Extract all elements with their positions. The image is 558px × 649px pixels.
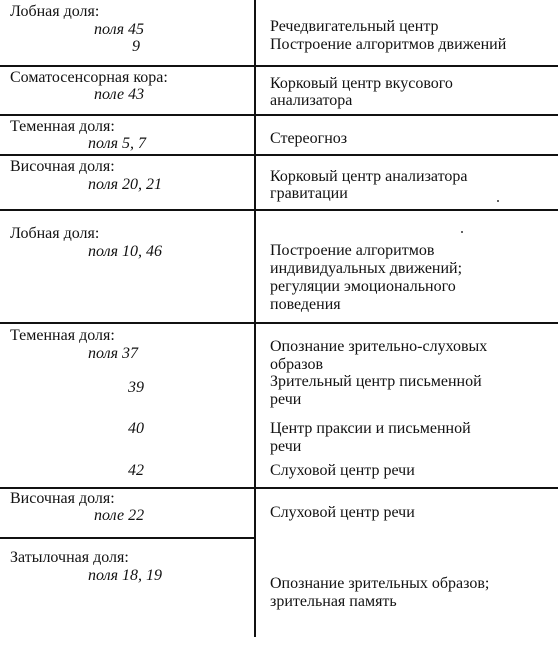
field-label: 9: [132, 38, 140, 55]
region-label: Теменная доля:: [10, 118, 115, 135]
function-text: образов: [270, 356, 324, 373]
function-text: Построение алгоритмов движений: [270, 36, 507, 53]
row-separator: [0, 322, 558, 324]
function-text: поведения: [270, 296, 341, 313]
region-label: Височная доля:: [10, 490, 115, 507]
row-separator: [0, 209, 558, 211]
region-label: Височная доля:: [10, 158, 115, 175]
region-label: Затылочная доля:: [10, 549, 129, 566]
function-text: Центр праксии и письменной: [270, 420, 471, 437]
scan-speck: [461, 231, 463, 233]
function-text: Опознание зрительно-слуховых: [270, 338, 488, 355]
row-separator: [0, 65, 558, 67]
row-separator: [0, 487, 558, 489]
scan-speck: [497, 200, 499, 202]
region-label: Лобная доля:: [10, 225, 100, 242]
function-text: Опознание зрительных образов;: [270, 575, 490, 592]
function-text: Корковый центр вкусового: [270, 75, 453, 92]
function-text: Слуховой центр речи: [270, 462, 415, 479]
region-label: Теменная доля:: [10, 327, 115, 344]
field-label: поля 45: [94, 21, 145, 38]
region-label: Лобная доля:: [10, 3, 100, 20]
region-label: Соматосенсорная кора:: [10, 69, 168, 86]
field-label: 42: [128, 462, 144, 479]
field-label: 39: [128, 379, 144, 396]
function-text: индивидуальных движений;: [270, 260, 463, 277]
function-text: Слуховой центр речи: [270, 504, 415, 521]
field-label: поля 20, 21: [88, 176, 163, 193]
function-text: речи: [270, 438, 302, 455]
function-text: Корковый центр анализатора: [270, 168, 468, 185]
field-label: поля 10, 46: [88, 243, 163, 260]
function-text: анализатора: [270, 92, 353, 109]
function-text: гравитации: [270, 185, 348, 202]
row-separator: [0, 114, 558, 116]
function-text: регуляции эмоционального: [270, 278, 456, 295]
function-text: Зрительный центр письменной: [270, 373, 482, 390]
field-label: 40: [128, 420, 144, 437]
function-text: речи: [270, 391, 302, 408]
field-label: поле 43: [94, 86, 145, 103]
field-label: поля 18, 19: [88, 567, 163, 584]
field-label: поле 22: [94, 507, 145, 524]
row-separator: [0, 154, 558, 156]
function-text: Речедвигательный центр: [270, 18, 439, 35]
row-separator: [0, 537, 254, 539]
field-label: поля 37: [88, 345, 139, 362]
function-text: зрительная память: [270, 593, 397, 610]
column-divider: [254, 0, 256, 637]
function-text: Построение алгоритмов: [270, 242, 435, 259]
field-label: поля 5, 7: [88, 135, 147, 152]
function-text: Стереогноз: [270, 130, 348, 147]
